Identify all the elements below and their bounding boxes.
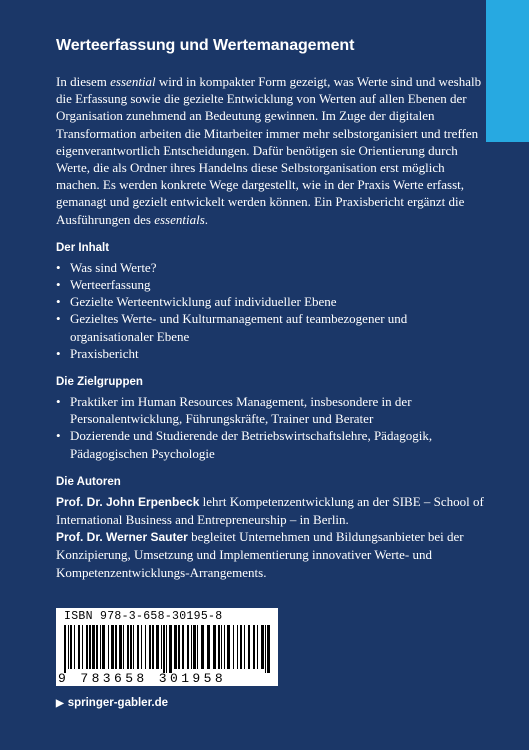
list-item-text: Praktiker im Human Resources Management, insbesondere in der Personalentwicklung, Führungskräfte, Trainer und Berater bbox=[70, 394, 412, 427]
barcode-bar bbox=[248, 625, 250, 669]
barcode-bar bbox=[111, 625, 114, 669]
barcode-bar bbox=[119, 625, 122, 669]
autoren-section bbox=[56, 475, 486, 581]
barcode-bar bbox=[267, 625, 270, 673]
publisher-url-text: springer-gabler.de bbox=[67, 697, 169, 709]
intro-text-2: wird in kompakter Form gezeigt, was Werte sind und weshalb die Erfassung sowie die gezielte Entwicklung von Werten auf allen Ebenen der Organisation zunehmend an Bedeutung gewinnen. Im Zuge der digitalen Transformation arbeiten die Mitarbeiter immer mehr selbstorganisiert und treffen eigenverantwortlich Entscheidungen. Dafür benötigen sie Orientierung durch Werte, die als Ordner ihres Handelns diese Selbstorganisation erst möglich machen. Es werden konkrete Wege dargestellt, wie in der Praxis Werte erfasst, gemanagt und gezielt entwickelt werden können. Ein Praxisbericht ergänzt die Ausführungen des bbox=[56, 74, 482, 227]
barcode-bar bbox=[108, 625, 109, 669]
intro-essential: essential bbox=[110, 74, 156, 89]
barcode-bar bbox=[86, 625, 88, 669]
barcode-bar bbox=[137, 625, 139, 669]
bullet-icon: • bbox=[56, 277, 61, 293]
intro-paragraph bbox=[56, 73, 486, 228]
accent-strip bbox=[486, 0, 529, 142]
barcode-bar bbox=[227, 625, 230, 669]
barcode-bar bbox=[224, 625, 225, 669]
barcode-bar bbox=[152, 625, 154, 669]
list-item-text: Gezielte Werteentwicklung auf individueller Ebene bbox=[70, 294, 337, 310]
list-item bbox=[56, 276, 486, 293]
publisher-url bbox=[56, 697, 168, 709]
inhalt-heading: Der Inhalt bbox=[56, 241, 110, 254]
isbn-barcode bbox=[56, 608, 278, 686]
barcode-bar bbox=[96, 625, 98, 669]
list-item bbox=[56, 310, 486, 344]
bullet-icon: • bbox=[56, 394, 61, 410]
book-title: Werteerfassung und Wertemanagement bbox=[56, 37, 355, 54]
barcode-bar bbox=[221, 625, 222, 669]
list-item bbox=[56, 293, 486, 310]
barcode-bar bbox=[257, 625, 258, 669]
barcode-bars bbox=[62, 625, 272, 673]
author-2-name: Prof. Dr. Werner Sauter bbox=[56, 530, 188, 545]
barcode-bar bbox=[237, 625, 238, 669]
barcode-bar bbox=[115, 625, 117, 669]
barcode-bar bbox=[64, 625, 66, 673]
barcode-bar bbox=[92, 625, 95, 669]
bullet-icon: • bbox=[56, 311, 61, 327]
list-item bbox=[56, 345, 486, 362]
barcode-bar bbox=[145, 625, 146, 669]
list-item-text: Praxisbericht bbox=[70, 345, 139, 361]
bullet-icon: • bbox=[56, 294, 61, 310]
intro-text-3: . bbox=[204, 211, 209, 227]
zielgruppen-section bbox=[56, 375, 486, 462]
barcode-bar bbox=[100, 625, 101, 669]
bullet-icon: • bbox=[56, 428, 61, 444]
barcode-bar bbox=[68, 625, 69, 669]
barcode-bar bbox=[102, 625, 105, 669]
author-1-name: Prof. Dr. John Erpenbeck bbox=[56, 494, 200, 509]
zielgruppen-heading: Die Zielgruppen bbox=[56, 376, 143, 389]
barcode-bar bbox=[265, 625, 266, 673]
barcode-bar bbox=[123, 625, 124, 669]
isbn-label: ISBN 978-3-658-30195-8 bbox=[64, 610, 223, 623]
arrow-right-icon: ▶ bbox=[56, 698, 64, 709]
barcode-bar bbox=[78, 625, 80, 669]
barcode-bar bbox=[193, 625, 196, 669]
barcode-bar bbox=[169, 625, 172, 673]
barcode-digits: 9 783658 301958 bbox=[58, 671, 227, 686]
barcode-bar bbox=[74, 625, 75, 669]
author-1 bbox=[56, 493, 486, 528]
autoren-heading: Die Autoren bbox=[56, 475, 121, 488]
barcode-bar bbox=[141, 625, 142, 669]
barcode-bar bbox=[213, 625, 216, 669]
list-item bbox=[56, 427, 486, 461]
barcode-bar bbox=[187, 625, 189, 669]
barcode-bar bbox=[253, 625, 255, 669]
list-item bbox=[56, 393, 486, 427]
inhalt-list bbox=[56, 259, 486, 362]
barcode-bar bbox=[130, 625, 132, 669]
barcode-bar bbox=[89, 625, 91, 669]
barcode-bar bbox=[197, 625, 198, 669]
barcode-bar bbox=[233, 625, 234, 669]
barcode-bar bbox=[149, 625, 151, 669]
barcode-bar bbox=[166, 625, 167, 673]
barcode-bar bbox=[133, 625, 134, 669]
bullet-icon: • bbox=[56, 259, 61, 275]
zielgruppen-list bbox=[56, 393, 486, 462]
list-item-text: Werteerfassung bbox=[70, 277, 151, 293]
author-2-bio: begleitet Unternehmen und Bildungsanbieter bei der Konzipierung, Umsetzung und Implementierung innovativer Werte- und Kompetenzentwicklungs-Arrangements. bbox=[56, 529, 464, 580]
barcode-bar bbox=[82, 625, 83, 669]
barcode-bar bbox=[240, 625, 242, 669]
barcode-bar bbox=[156, 625, 159, 669]
barcode-bar bbox=[218, 625, 220, 669]
inhalt-section bbox=[56, 241, 486, 362]
barcode-bar bbox=[261, 625, 264, 669]
intro-essentials: essentials bbox=[154, 211, 205, 227]
bullet-icon: • bbox=[56, 345, 61, 361]
author-2 bbox=[56, 528, 486, 581]
barcode-bar bbox=[178, 625, 180, 669]
barcode-bar bbox=[207, 625, 210, 669]
barcode-bar bbox=[191, 625, 192, 669]
barcode-bar bbox=[127, 625, 129, 669]
list-item bbox=[56, 259, 486, 276]
back-cover-text bbox=[56, 36, 486, 581]
list-item-text: Gezieltes Werte- und Kulturmanagement auf teambezogener und organisationaler Ebene bbox=[70, 311, 408, 344]
list-item-text: Dozierende und Studierende der Betriebswirtschaftslehre, Pädagogik, Pädagogischen Psychologie bbox=[70, 428, 433, 461]
author-1-bio: lehrt Kompetenzentwicklung an der SIBE – School of International Business and Entrepreneurship – in Berlin. bbox=[56, 493, 484, 528]
barcode-bar bbox=[244, 625, 245, 669]
barcode-bar bbox=[70, 625, 72, 669]
barcode-bar bbox=[174, 625, 177, 669]
barcode-bar bbox=[182, 625, 184, 669]
list-item-text: Was sind Werte? bbox=[70, 259, 157, 275]
barcode-bar bbox=[163, 625, 165, 673]
barcode-bar bbox=[161, 625, 162, 669]
barcode-bar bbox=[201, 625, 204, 669]
intro-text-1: In diesem bbox=[56, 74, 111, 89]
